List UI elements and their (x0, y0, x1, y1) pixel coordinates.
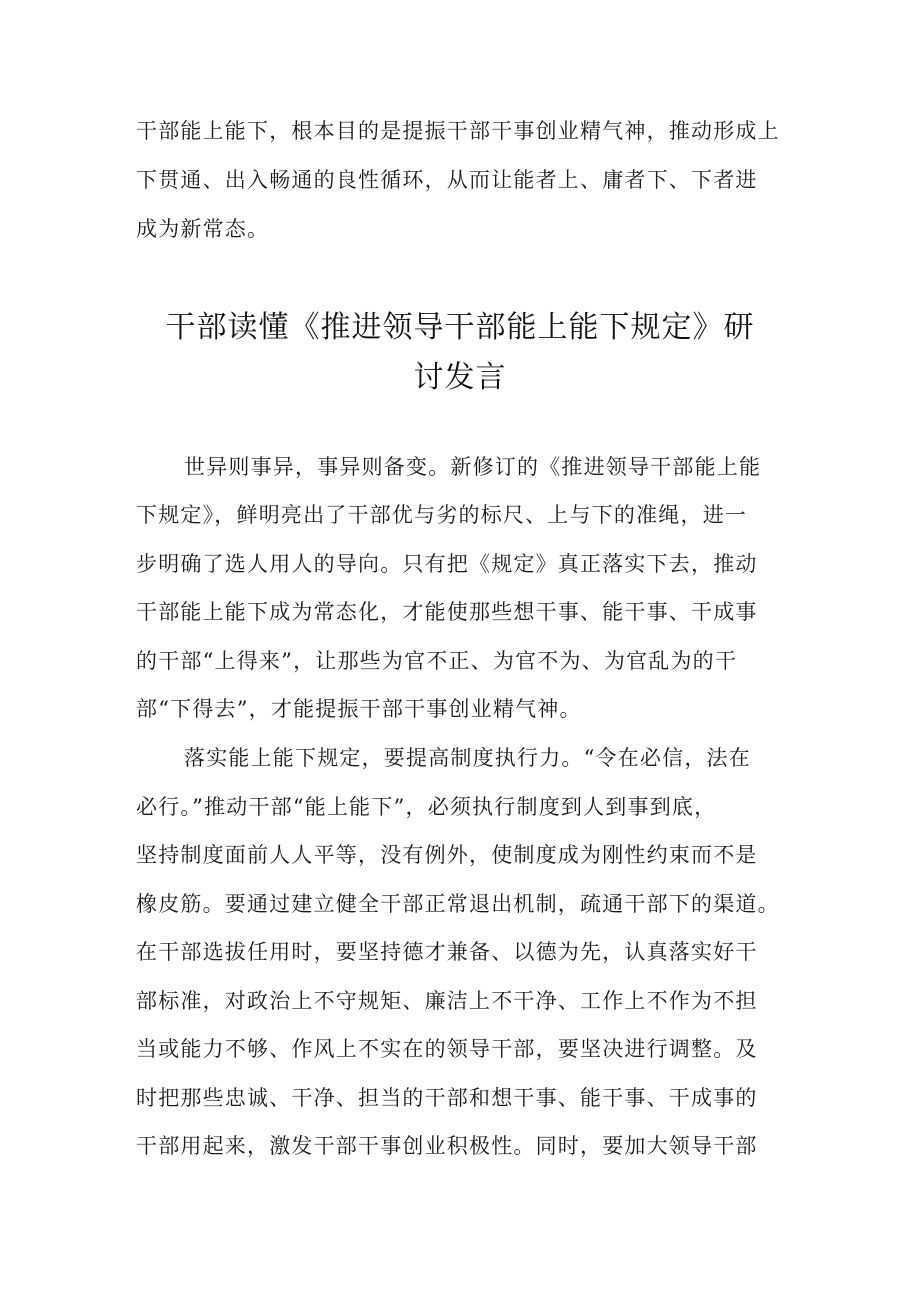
text-line: 部标准，对政治上不守规矩、廉洁上不干净、工作上不作为不担 (136, 989, 758, 1013)
text-line: 坚持制度面前人人平等，没有例外，使制度成为刚性约束而不是 (136, 843, 758, 867)
text-line: 步明确了选人用人的导向。只有把《规定》真正落实下去，推动 (136, 552, 758, 576)
text-line: 橡皮筋。要通过建立健全干部正常退出机制，疏通干部下的渠道。 (136, 892, 780, 916)
text-line: 的干部“上得来”，让那些为官不正、为官不为、为官乱为的干 (136, 649, 738, 673)
text-line: 干部能上能下，根本目的是提振干部干事创业精气神，推动形成上 (136, 119, 780, 143)
text-line: 下规定》，鲜明亮出了干部优与劣的标尺、上与下的准绳，进一 (136, 503, 748, 527)
text-line: 必行。”推动干部“能上能下”，必须执行制度到人到事到底， (136, 795, 717, 819)
text-line: 在干部选拔任用时，要坚持德才兼备、以德为先，认真落实好干 (136, 940, 758, 964)
title-line: 讨发言 (413, 360, 507, 395)
text-line: 干部能上能下成为常态化，才能使那些想干事、能干事、干成事 (136, 600, 758, 624)
text-line: 成为新常态。 (136, 217, 270, 241)
text-line: 下贯通、出入畅通的良性循环，从而让能者上、庸者下、下者进 (136, 168, 758, 192)
text-line: 干部用起来，激发干部干事创业积极性。同时，要加大领导干部 (136, 1134, 758, 1158)
text-line: 当或能力不够、作风上不实在的领导干部，要坚决进行调整。及 (136, 1037, 758, 1061)
title-line: 干部读懂《推进领导干部能上能下规定》研 (165, 310, 755, 345)
text-line: 世异则事异，事异则备变。新修订的《推进领导干部能上能 (184, 455, 762, 479)
text-line: 部“下得去”，才能提振干部干事创业精气神。 (136, 697, 582, 721)
text-line: 落实能上能下规定，要提高制度执行力。“令在必信，法在 (184, 746, 751, 770)
text-line: 时把那些忠诚、干净、担当的干部和想干事、能干事、干成事的 (136, 1086, 758, 1110)
